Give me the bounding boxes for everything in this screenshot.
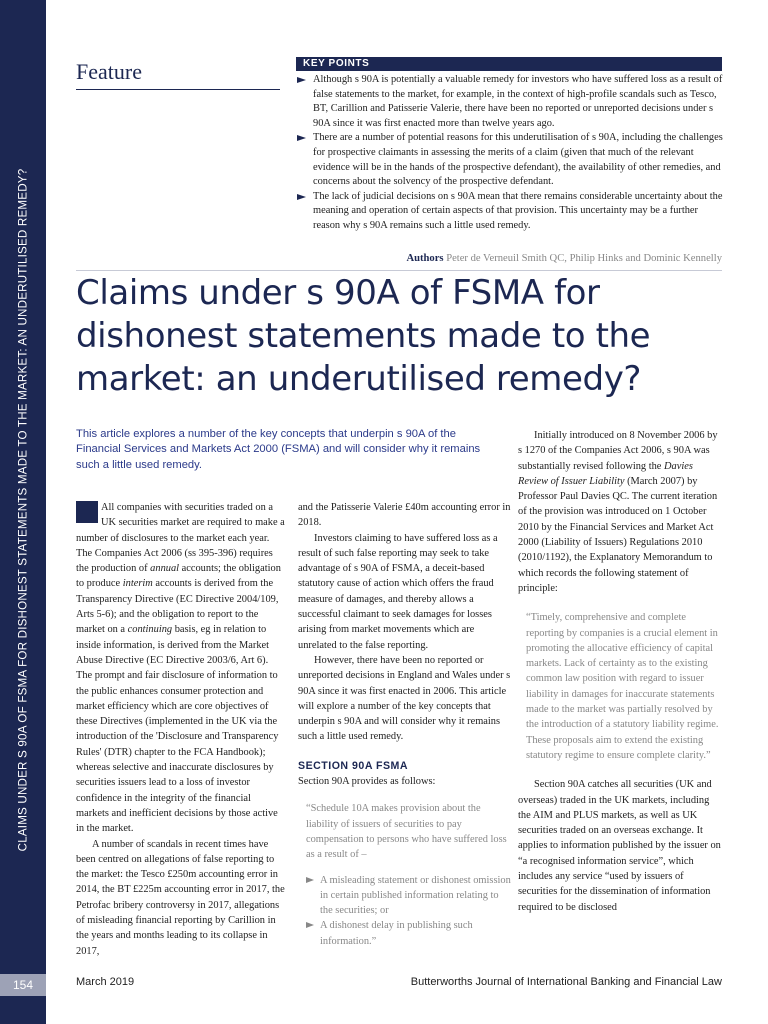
body-column-1	[76, 500, 286, 959]
quote-item-text: A misleading statement or dishonest omission in certain published information relating to the securities; or	[320, 874, 511, 917]
authors-label: Authors	[406, 253, 444, 264]
italic-run: continuing	[127, 624, 173, 636]
body-paragraph: Investors claiming to have suffered loss as a result of such false reporting may seek to take advantage of s 90A of FSMA, a deceit-based statutory cause of action which offers the fraud measure of damages, and thereby allows a successful claimant to seek damages for losses arising from market movements which are unrelated to the false reporting.	[298, 532, 498, 651]
vertical-spine	[0, 0, 46, 1024]
quote-list-item	[298, 873, 512, 919]
authors-names: Peter de Verneuil Smith QC, Philip Hinks and Dominic Kennelly	[446, 253, 722, 264]
italic-run: Davies Review of Issuer Liability	[518, 460, 693, 487]
block-quote: “Timely, comprehensive and complete reporting by companies is a crucial element in promoting the allocative efficiency of capital markets. Lack of certainty as to the existing common law position with regard to issuer liability in damages for inaccurate statements made to the market was partially resolved by the introduction of a statutory liability regime. These proposals aim to extend the existing statutory regime to ensure complete clarity.”	[526, 612, 719, 761]
text-run: Initially introduced on 8 November 2006 by s 1270 of the Companies Act 2006, s 90A was substantially revised following the	[518, 430, 718, 472]
key-point-item	[296, 131, 726, 189]
arrow-bullet-icon	[297, 135, 306, 141]
body-paragraph	[76, 500, 286, 837]
body-column-3	[518, 428, 722, 915]
text-run: All companies with securities traded on a UK securities market are required to make a number of disclosures to the market each year. The Companies Act 2006 (ss 395-396) requires the production of	[76, 502, 285, 575]
page-number: 154	[0, 974, 46, 996]
body-paragraph: A number of scandals in recent times have been centred on allegations of false reporting to the market: the Tesco £250m accounting error in 2014, the BT £225m accounting error in 2017, the Petrofac bribery controversy in 2017, allegations of misleading financial reporting by Carillion in the years and months leading to its collapse in 2017,	[76, 838, 285, 957]
quote-list	[298, 873, 512, 949]
arrow-bullet-icon	[306, 877, 314, 883]
arrow-bullet-icon	[297, 77, 306, 83]
section-heading: SECTION 90A FSMA	[298, 759, 409, 772]
key-point-text: There are a number of potential reasons for this underutilisation of s 90A, including the challenges for prospective claimants in assessing the merits of a claim (given that much of the relevant evidence will be in the hands of the prospective defendant), the availability of other remedies, and concerns about the solvency of the prospective defendant.	[313, 132, 723, 188]
spine-title: CLAIMS UNDER S 90A OF FSMA FOR DISHONEST STATEMENTS MADE TO THE MARKET: AN UNDERUTILISED REMEDY?	[16, 168, 30, 852]
section-label: Feature	[76, 59, 142, 84]
drop-square-icon	[76, 501, 98, 523]
key-point-item	[296, 190, 726, 234]
article-headline: Claims under s 90A of FSMA for dishonest statements made to the market: an underutilised remedy?	[76, 273, 651, 399]
body-paragraph	[518, 428, 722, 596]
arrow-bullet-icon	[297, 194, 306, 200]
body-column-2	[298, 500, 512, 949]
key-point-text: Although s 90A is potentially a valuable remedy for investors who have suffered loss as a result of false statements to the market, for example, in the context of high-profile scandals such as Tesco, BT, Carillion and Patisserie Valerie, there have been no reported or unreported decisions under s 90A since it was first enacted more than twelve years ago.	[313, 74, 723, 129]
section-rule	[76, 89, 280, 90]
key-point-text: The lack of judicial decisions on s 90A mean that there remains considerable uncertainty about the meaning and operation of certain aspects of that provision. This uncertainty may be a further reason why s 90A remains such a little used remedy.	[313, 190, 723, 231]
authors-line	[406, 253, 722, 264]
body-paragraph: Section 90A catches all securities (UK and overseas) traded in the UK markets, including the AIM and PLUS markets, as well as UK securities traded on an overseas exchange. It applies to information published by the issuer on “a recognised information service”, which includes any service “used by issuers of securities for the dissemination of information required to be disclosed	[518, 779, 721, 913]
key-points-list	[296, 73, 726, 234]
text-run: (March 2007) by Professor Paul Davies QC. The current iteration of the provision was introduced on 1 October 2010 by the Financial Services and Market Act 2000 (Liability of Issuers) Regulations 2010 (2010/1192), the Explanatory Memorandum to which records the following statement of principle:	[518, 475, 718, 594]
authors-rule	[76, 270, 722, 271]
italic-run: annual	[150, 563, 180, 575]
body-paragraph: and the Patisserie Valerie £40m accounting error in 2018.	[298, 502, 511, 529]
body-paragraph: Section 90A provides as follows:	[298, 776, 436, 788]
block-quote: “Schedule 10A makes provision about the liability of issuers of securities to pay compensation to persons who have suffered loss as a result of –	[306, 803, 507, 861]
key-point-item	[296, 73, 726, 131]
text-run: basis, eg in relation to inside information, is derived from the Market Abuse Directive (EC Directive 2003/6, Art 6). The prompt and fair disclosure of information to the public enhances consumer protection and market efficiency which are core objectives of these Directives (implemented in the UK via the introduction of the 'Disclosure and Transparency Rules' (DTR) chapter to the FCA Handbook); whereas selective and inaccurate disclosures by securities issuers lead to a loss of investor confidence in the integrity of the financial markets and inefficient decisions by those active in the market.	[76, 624, 279, 835]
text-run: accounts; the obligation to produce	[76, 563, 281, 590]
italic-run: interim	[122, 578, 153, 590]
text-run: accounts is derived from the Transparency Directive (EC Directive 2004/109, Arts 5-6); and the obligation to report to the market on a	[76, 578, 279, 636]
quote-list-item	[298, 918, 512, 949]
body-paragraph: However, there have been no reported or unreported decisions in England and Wales under s 90A since it was first enacted in 2006. This article will explore a number of the key concepts that underpin s 90A and will consider why it remains such a little used remedy.	[298, 654, 511, 743]
arrow-bullet-icon	[306, 922, 314, 928]
footer-journal: Butterworths Journal of International Banking and Financial Law	[410, 976, 722, 988]
article-intro: This article explores a number of the key concepts that underpin s 90A of the Financial Services and Markets Act 2000 (FSMA) and will consider why it remains such a little used remedy.	[76, 428, 481, 471]
footer-date: March 2019	[76, 976, 135, 988]
key-points-heading: KEY POINTS	[303, 58, 370, 69]
quote-item-text: A dishonest delay in publishing such information.”	[320, 920, 473, 947]
